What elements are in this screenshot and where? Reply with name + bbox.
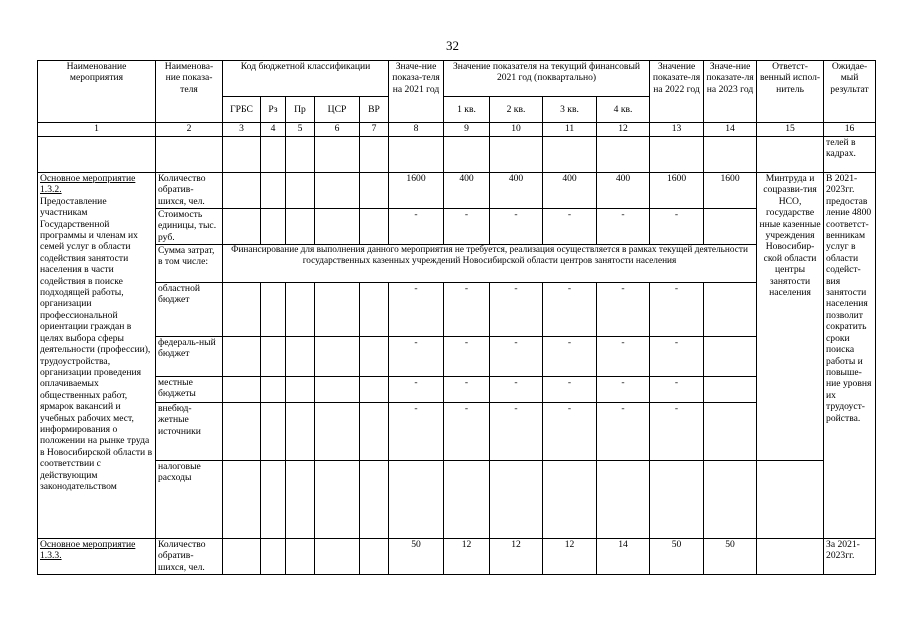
event-132-responsible: Минтруда и соцразви-тия НСО, государстве нные казенные учреждения Новосибир-ской области центры занятости населения [757, 173, 824, 461]
table-row [38, 283, 876, 337]
subheader-q1: 1 кв. [444, 97, 490, 123]
col-number: 9 [444, 123, 490, 137]
col-number: 8 [389, 123, 444, 137]
subheader-pr: Пр [286, 97, 315, 123]
col-number: 14 [704, 123, 757, 137]
value-2022: - [650, 209, 704, 245]
value-q4: 400 [597, 173, 650, 209]
header-indicator: Наименова-ние показа-теля [156, 61, 223, 123]
program-table [37, 60, 876, 575]
value-q1: - [444, 377, 490, 403]
subheader-q4: 4 кв. [597, 97, 650, 123]
value-2021: - [389, 209, 444, 245]
col-number: 3 [223, 123, 261, 137]
col-number: 15 [757, 123, 824, 137]
value-2023 [704, 337, 757, 377]
event-133-name [38, 539, 156, 575]
value-q1: 12 [444, 539, 490, 575]
header-budget-code: Код бюджетной классификации [223, 61, 389, 97]
event-132-title: Основное мероприятие 1.3.2. [40, 173, 136, 196]
value-q2: 12 [490, 539, 543, 575]
value-2022: - [650, 283, 704, 337]
subheader-grbs: ГРБС [223, 97, 261, 123]
carry-over-result: телей в кадрах. [824, 137, 876, 173]
col-number: 13 [650, 123, 704, 137]
header-row [38, 61, 876, 97]
subheader-q3: 3 кв. [543, 97, 597, 123]
value-2022: - [650, 377, 704, 403]
value-q2: - [490, 283, 543, 337]
value-q2: - [490, 377, 543, 403]
financing-note: Финансирование для выполнения данного мероприятия не требуется, реализация осуществляется в рамках текущей деятельности государственных казенных учреждений Новосибирской области центров занятости населения [223, 245, 757, 283]
value-q4: - [597, 377, 650, 403]
value-q1: - [444, 337, 490, 377]
value-q2: - [490, 337, 543, 377]
value-q1: - [444, 209, 490, 245]
value-2023 [704, 209, 757, 245]
value-2021: - [389, 403, 444, 461]
event-132-name [38, 173, 156, 539]
event-133-title: Основное мероприятие 1.3.3. [40, 539, 136, 562]
header-responsible: Ответст-венный испол-нитель [757, 61, 824, 123]
col-number: 11 [543, 123, 597, 137]
value-2023 [704, 377, 757, 403]
value-q3: - [543, 377, 597, 403]
value-q3: - [543, 403, 597, 461]
value-q4: - [597, 403, 650, 461]
table-row [38, 209, 876, 245]
value-q3: - [543, 283, 597, 337]
value-q1: 400 [444, 173, 490, 209]
value-2021: 1600 [389, 173, 444, 209]
col-number: 2 [156, 123, 223, 137]
page-number: 32 [446, 38, 459, 53]
header-expected: Ожидае-мый результат [824, 61, 876, 123]
table-row [38, 403, 876, 461]
value-2023 [704, 403, 757, 461]
value-q1: - [444, 283, 490, 337]
value-q3: - [543, 337, 597, 377]
value-2021: - [389, 283, 444, 337]
carry-over-row [38, 137, 876, 173]
value-q2: - [490, 209, 543, 245]
value-q4: - [597, 283, 650, 337]
row-label: Количество обратив-шихся, чел. [156, 539, 223, 575]
header-value-2023: Значе-ние показате-ля на 2023 год [704, 61, 757, 123]
subheader-csr: ЦСР [315, 97, 360, 123]
row-label: местные бюджеты [156, 377, 223, 403]
value-q1: - [444, 403, 490, 461]
value-2022: - [650, 403, 704, 461]
value-q3: - [543, 209, 597, 245]
col-number: 4 [261, 123, 286, 137]
col-number: 10 [490, 123, 543, 137]
row-label: Количество обратив-шихся, чел. [156, 173, 223, 209]
header-value-2022: Значение показате-ля на 2022 год [650, 61, 704, 123]
value-q2: 400 [490, 173, 543, 209]
event-132-description: Предоставление участникам Государственной программы и членам их семей услуг в области содействия занятости населения в части содействия в поиске подходящей работы, организации профессиональной ориентации граждан в целях выбора сферы деятельности (профессии), трудоустройства, организации проведения оплачиваемых общественных работ, ярмарок вакансий и учебных рабочих мест, информирования о положении на рынке труда в Новосибирской области в соответствии с действующим законодательством [40, 195, 153, 492]
col-number: 5 [286, 123, 315, 137]
table-row [38, 337, 876, 377]
value-q3: 12 [543, 539, 597, 575]
column-numbers-row [38, 123, 876, 137]
header-current-fy: Значение показателя на текущий финансовый 2021 год (поквартально) [444, 61, 650, 97]
event-132-expected: В 2021-2023гг. предостав ление 4800 соответст-венникам услуг в области содейст-вия занятости населения позволит сократить сроки поиска работы и повыше-ние уровня их трудоуст-ройства. [824, 173, 876, 539]
value-q2: - [490, 403, 543, 461]
value-2023: 50 [704, 539, 757, 575]
value-q4: 14 [597, 539, 650, 575]
header-value-2021: Значе-ние показа-теля на 2021 год [389, 61, 444, 123]
table-row [38, 377, 876, 403]
value-2023 [704, 283, 757, 337]
subheader-q2: 2 кв. [490, 97, 543, 123]
row-label: внебюд-жетные источники [156, 403, 223, 461]
value-2022: 50 [650, 539, 704, 575]
value-2021: 50 [389, 539, 444, 575]
row-label: Сумма затрат, в том числе: [156, 245, 223, 283]
subheader-vr: ВР [360, 97, 389, 123]
header-event: Наименование мероприятия [38, 61, 156, 123]
table-row [38, 461, 876, 539]
table-row [38, 173, 876, 209]
col-number: 1 [38, 123, 156, 137]
row-label: федераль-ный бюджет [156, 337, 223, 377]
row-label: Стоимость единицы, тыс. руб. [156, 209, 223, 245]
col-number: 12 [597, 123, 650, 137]
table-row [38, 245, 876, 283]
value-2022: - [650, 337, 704, 377]
row-label: областной бюджет [156, 283, 223, 337]
col-number: 7 [360, 123, 389, 137]
col-number: 6 [315, 123, 360, 137]
value-q3: 400 [543, 173, 597, 209]
col-number: 16 [824, 123, 876, 137]
row-label: налоговые расходы [156, 461, 223, 539]
value-2021: - [389, 377, 444, 403]
value-q4: - [597, 209, 650, 245]
value-2023: 1600 [704, 173, 757, 209]
table-row [38, 539, 876, 575]
subheader-rz: Рз [261, 97, 286, 123]
value-2021: - [389, 337, 444, 377]
event-133-expected: За 2021-2023гг. [824, 539, 876, 575]
value-2022: 1600 [650, 173, 704, 209]
value-q4: - [597, 337, 650, 377]
